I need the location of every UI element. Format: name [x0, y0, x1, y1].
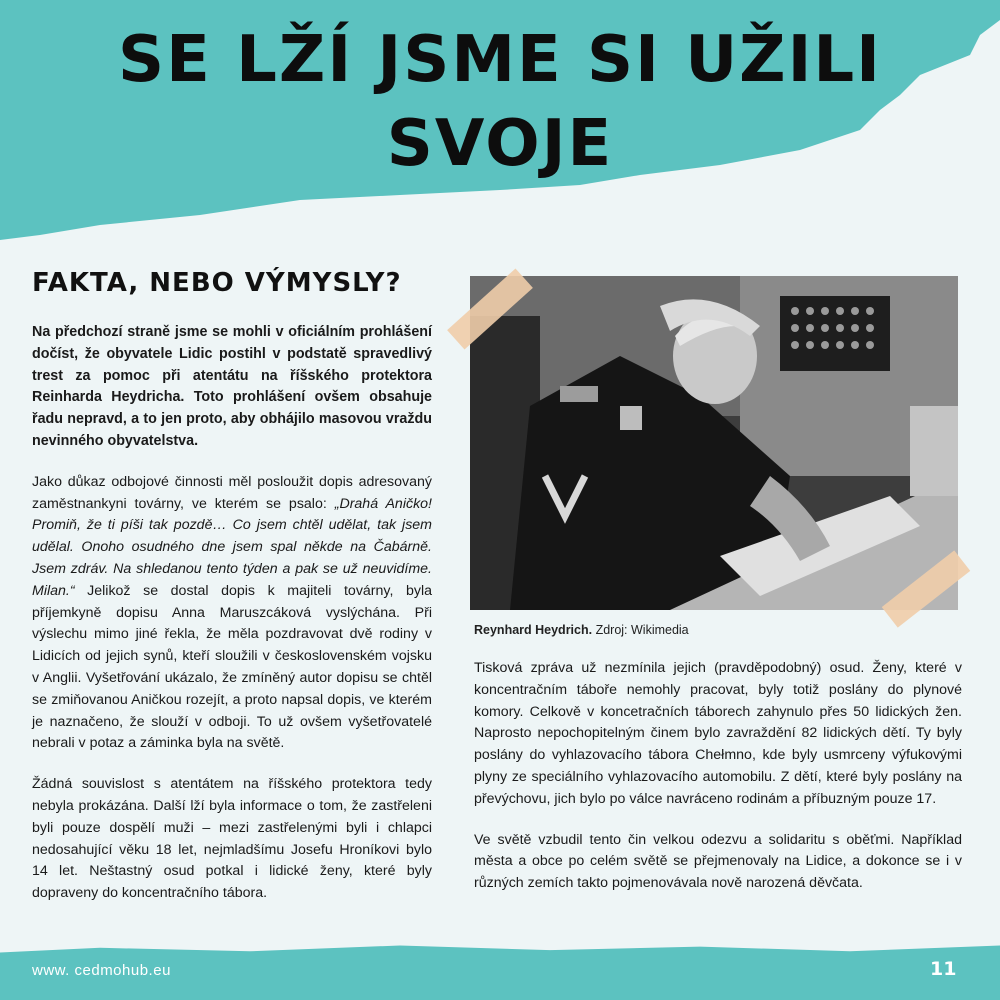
caption-source: Zdroj: Wikimedia — [592, 623, 689, 637]
page-number: 11 — [930, 958, 957, 980]
letter-quote: „Drahá Aničko! Promiň, že ti píši tak pozdě… Co jsem chtěl udělat, tak jsem udělal. Onoho osudného dne jsem spal někde na Čabárně. Jsem zdráv. Na shledanou tento týden a pak se už neuvidíme. Milan.“ — [32, 495, 432, 599]
photo-figure — [470, 276, 958, 610]
photo-caption — [474, 623, 689, 637]
letter-followup: Jelikož se dostal dopis k majiteli továrny, byla příjemkyně dopisu Anna Maruszcáková vyslýchána. Při výslechu mimo jiné řekla, že měla pozdravovat dvě rodiny v Lidicích od jejich synů, kteří sloužili v československém vojsku v Anglii. Vyšetřování ukázalo, že zmíněný autor dopisu se chtěl se zmiňovanou Aničkou rozejít, a proto napsal dopis, ve kterém je naznačeno, že slouží v odboji. To už ovšem vyšetřovatelé nebrali v potaz a záminka byla na světě. — [32, 582, 432, 752]
right-column — [474, 658, 962, 914]
evidence-paragraph: Žádná souvislost s atentátem na říšského protektora tedy nebyla prokázána. Další lží byla informace o tom, že zastřeleni byli pouze dospělí muži – mezi zastřelenými byli i chlapci nedosahující věku 18 let, nejmladšímu Josefu Hroníkovi bylo 14 let. Neštastný osud potkal i lidické ženy, které byly dopraveny do koncentračního tábora. — [32, 776, 432, 902]
page-title — [0, 18, 1000, 186]
page-title-line1: SE LŽÍ JSME SI UŽILI — [118, 23, 882, 97]
section-title: FAKTA, NEBO VÝMYSLY? — [32, 268, 402, 298]
solidarity-paragraph: Ve světě vzbudil tento čin velkou odezvu a solidaritu s oběťmi. Například města a obce po celém světě se přejmenovaly na Lidice, a dokonce se i v různých zemích takto pojmenovávala nově narozená děvčata. — [474, 831, 962, 892]
letter-paragraph — [32, 472, 432, 755]
letter-intro: Jako důkaz odbojové činnosti měl posloužit dopis adresovaný zaměstnankyni továrny, ve kterém se psalo: — [32, 473, 432, 512]
fate-paragraph: Tisková zpráva už nezmínila jejich (pravděpodobný) osud. Ženy, které v koncentračním táboře nemohly pracovat, byly totiž poslány do plynové komory. Celkově v koncetračních táborech zahynulo přes 50 lidických žen. Naprosto nepochopitelným činem bylo zavraždění 82 lidických dětí. Ty byly poslány do vyhlazovacího tábora Chełmno, kde byly usmrceny výfukovými plyny ze speciálního vyhlazovacího automobilu. Z dětí, které byly poslány na převýchovu, jich bylo po válce navráceno rodinám a příbuzným pouze 17. — [474, 660, 962, 807]
left-column — [32, 322, 432, 924]
heydrich-photo — [470, 276, 958, 610]
footer-url-link[interactable]: www. cedmohub.eu — [32, 962, 171, 979]
caption-name: Reynhard Heydrich. — [474, 623, 593, 637]
page-title-line2: SVOJE — [386, 107, 614, 181]
lead-paragraph: Na předchozí straně jsme se mohli v oficiálním prohlášení dočíst, že obyvatele Lidic postihl v podstatě spravedlivý trest za pomoc při atentátu na říšského protektora Reinharda Heydricha. Toto prohlášení ovšem obsahuje řadu nepravd, a to jen proto, aby obhájilo masovou vraždu nevinného obyvatelstva. — [32, 324, 432, 449]
photo-illustration — [470, 276, 958, 610]
